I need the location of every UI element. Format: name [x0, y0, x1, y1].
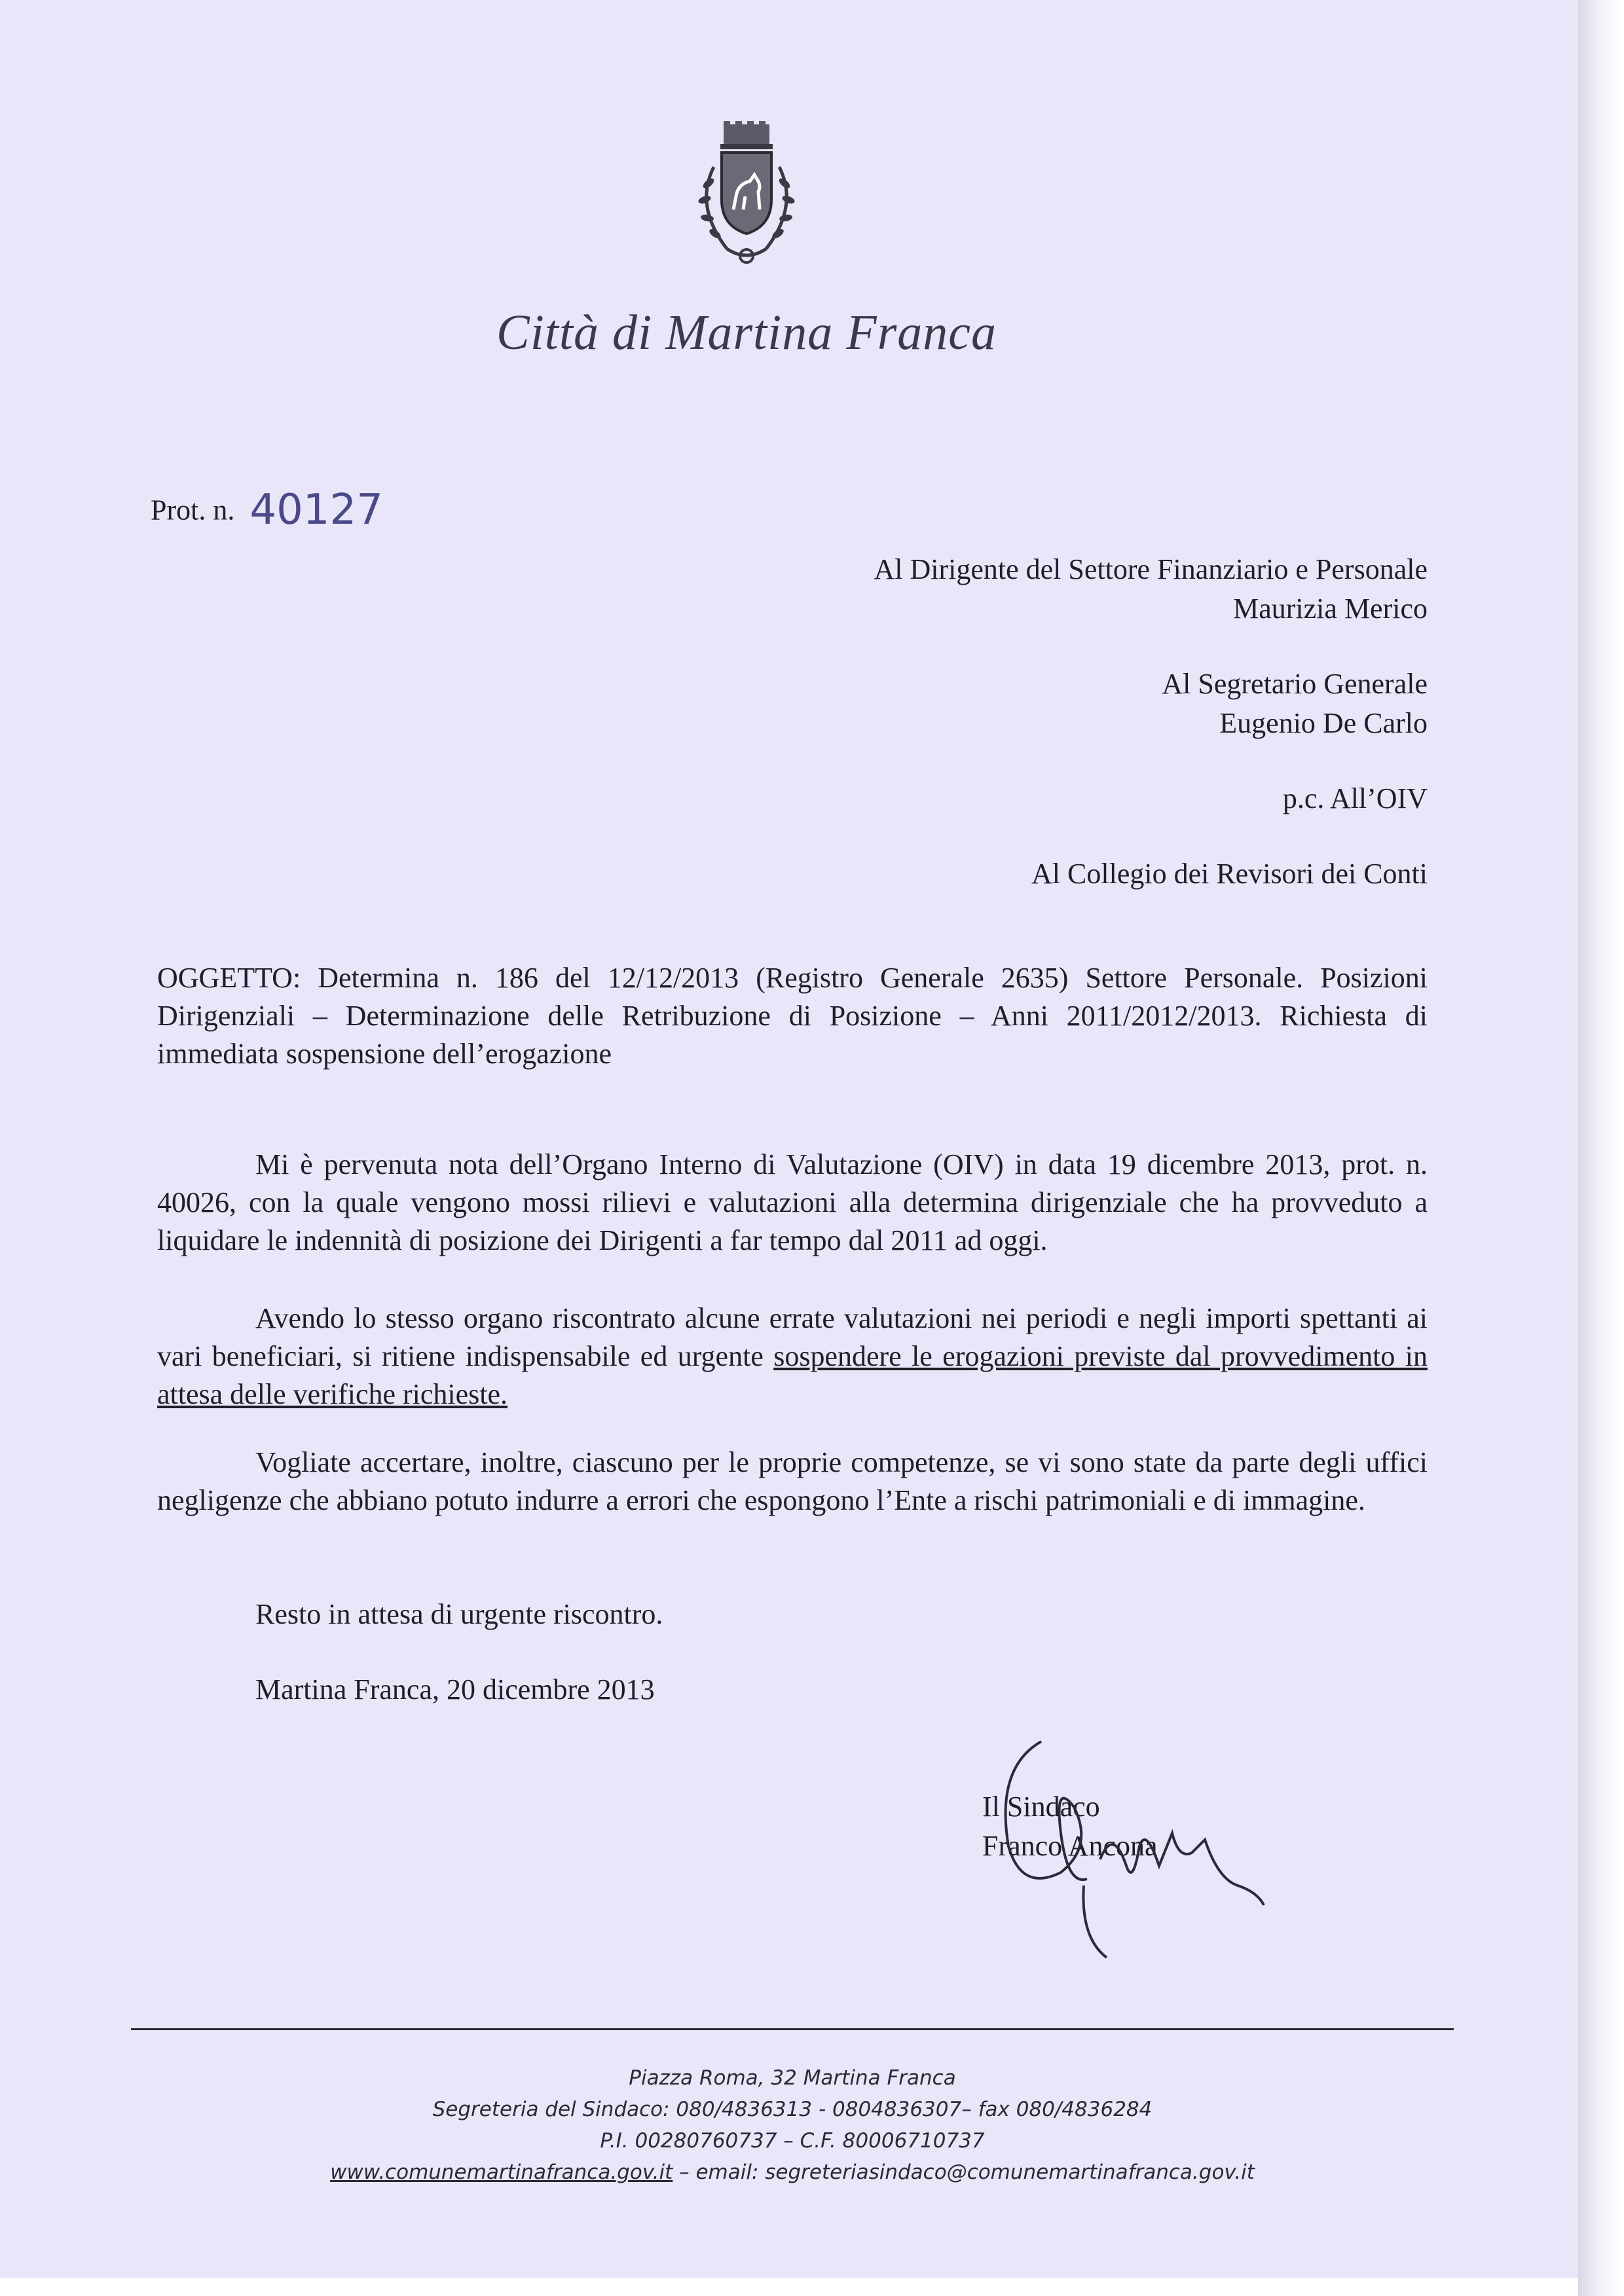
protocol-handwritten-number: 40127: [249, 486, 383, 534]
recipient-line: p.c. All’OIV: [1282, 782, 1428, 814]
protocol-label: Prot. n.: [151, 494, 235, 526]
body-paragraph-1-text: Mi è pervenuta nota dell’Organo Interno di Valutazione (OIV) in data 19 dicembre 2013, prot. n. 40026, con la quale vengono mossi rilievi e valutazioni alla determina dirigenziale che ha provveduto a liquidare le indennità di posizione dei Dirigenti a far tempo dal 2011 ad oggi.: [157, 1148, 1428, 1256]
city-crest-icon: [681, 121, 812, 272]
closing-line: Resto in attesa di urgente riscontro.: [255, 1598, 663, 1630]
signatory-name: Franco Ancona: [982, 1830, 1158, 1862]
footer-address: Piazza Roma, 32 Martina Franca: [629, 2066, 956, 2090]
footer-phones: Segreteria del Sindaco: 080/4836313 - 0804836307– fax 080/4836284: [432, 2098, 1153, 2121]
signatory-title: Il Sindaco: [982, 1791, 1100, 1823]
footer-email: – email: segreteriasindaco@comunemartinafranca.gov.it: [673, 2160, 1255, 2184]
website-link[interactable]: www.comunemartinafranca.gov.it: [330, 2160, 673, 2184]
footer-divider: [131, 2028, 1454, 2030]
scan-edge: [1578, 0, 1624, 2296]
recipient-line: Al Dirigente del Settore Finanziario e Personale: [874, 553, 1428, 585]
body-paragraph-1: [157, 1146, 1428, 1260]
body-paragraph-2: [157, 1300, 1428, 1413]
body-paragraph-3-text: Vogliate accertare, inoltre, ciascuno per le proprie competenze, se vi sono state da parte degli uffici negligenze che abbiano potuto indurre a errori che espongono l’Ente a rischi patrimoniali e di immagine.: [157, 1446, 1428, 1516]
body-paragraph-2-text: Avendo lo stesso organo riscontrato alcune errate valutazioni nei periodi e negli importi spettanti ai vari beneficiari, si ritiene indispensabile ed urgente: [157, 1302, 1428, 1372]
body-paragraph-3: [157, 1444, 1428, 1520]
footer-tax-codes: P.I. 00280760737 – C.F. 80006710737: [600, 2129, 985, 2153]
recipient-name: Maurizia Merico: [1233, 592, 1428, 625]
recipient-line: Al Collegio dei Revisori dei Conti: [1031, 858, 1428, 890]
recipients-block: [720, 550, 1428, 894]
recipient-line: Al Segretario Generale: [1162, 668, 1428, 700]
footer-contacts: [196, 2157, 1388, 2188]
place-date: Martina Franca, 20 dicembre 2013: [255, 1673, 655, 1705]
subject-paragraph: OGGETTO: Determina n. 186 del 12/12/2013 (Registro Generale 2635) Settore Personale. Posizioni Dirigenziali – Determinazione delle Retribuzione di Posizione – Anni 2011/2012/2013. Richiesta di immediata sospensione dell’erogazione: [157, 962, 1428, 1070]
protocol-number: [151, 486, 383, 534]
city-name: Città di Martina Franca: [496, 305, 997, 360]
body-paragraph-2-underlined: sospendere le erogazioni previste dal provvedimento in attesa delle verifiche richieste.: [157, 1340, 1428, 1410]
footer: [196, 2062, 1388, 2188]
handwritten-signature-icon: [982, 1728, 1270, 1971]
recipient-name: Eugenio De Carlo: [1219, 707, 1428, 739]
